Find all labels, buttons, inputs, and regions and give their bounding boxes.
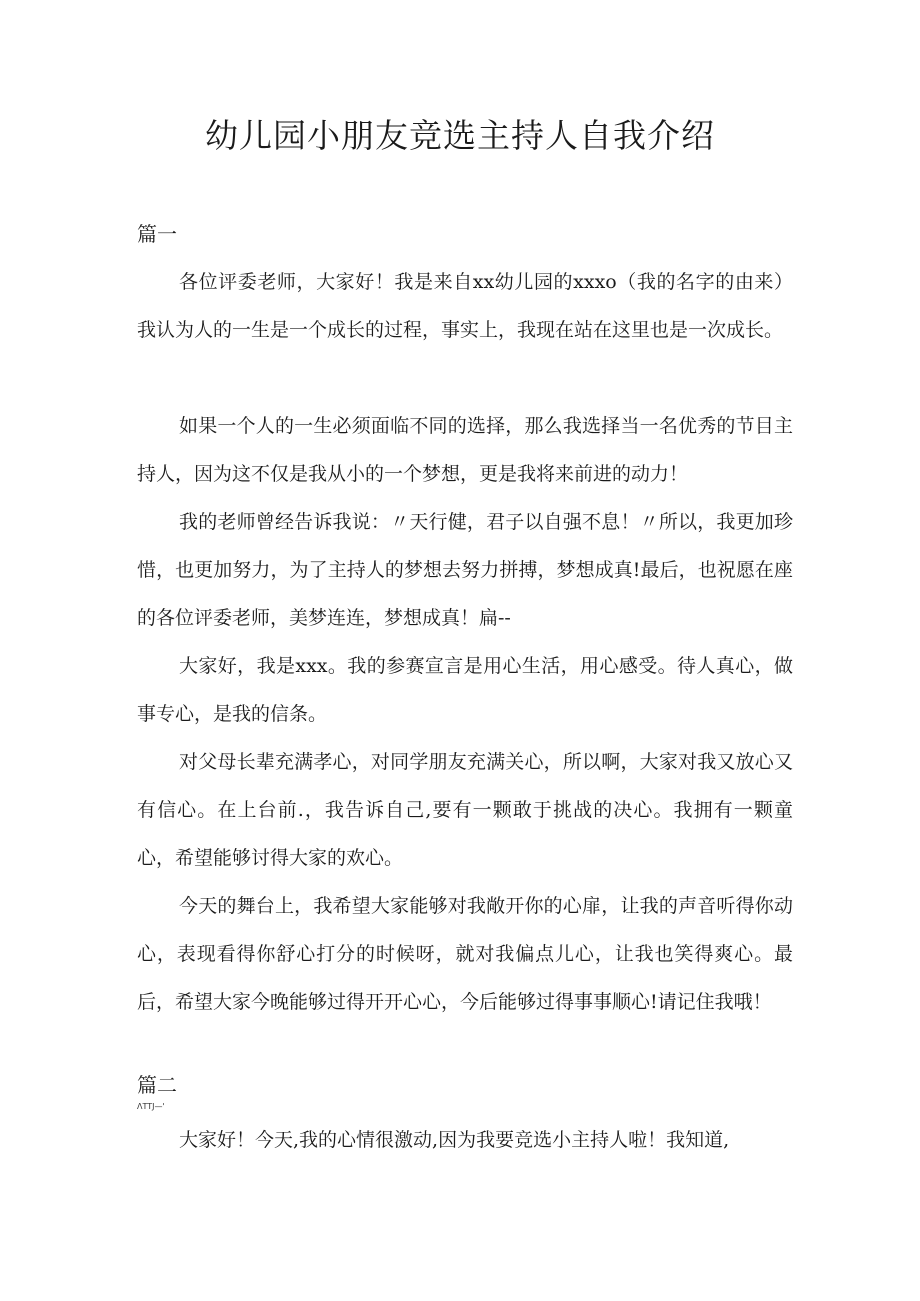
paragraph-7: 大家好！今天,我的心情很激动,因为我要竞选小主持人啦！我知道, [179,1129,730,1151]
document-title: 幼儿园小朋友竞选主持人自我介绍 [205,116,715,155]
section-mark: ΛTTJ—' [137,1102,165,1111]
paragraph-3: 我的老师曾经告诉我说：〃天行健，君子以自强不息！〃所以，我更加珍惜，也更加努力，为了主持人的梦想去努力拼搏，梦想成真!最后，也祝愿在座的各位评委老师，美梦连连，梦想成真！扁-- [137,511,793,629]
paragraph-1: 各位评委老师，大家好！我是来自xx幼儿园的xxxo（我的名字的由来）我认为人的一生是一个成长的过程，事实上，我现在站在这里也是一次成长。 [137,271,793,341]
paragraph-6: 今天的舞台上，我希望大家能够对我敞开你的心扉，让我的声音听得你动心，表现看得你舒心打分的时候呀，就对我偏点儿心，让我也笑得爽心。最后，希望大家今晚能够过得开开心心，今后能够过得事事顺心!请记住我哦！ [137,895,793,1013]
paragraph-5: 对父母长辈充满孝心，对同学朋友充满关心，所以啊，大家对我又放心又有信心。在上台前.，我告诉自己,要有一颗敢于挑战的决心。我拥有一颗童心，希望能够讨得大家的欢心。 [137,751,793,869]
paragraph-2: 如果一个人的一生必须面临不同的选择，那么我选择当一名优秀的节目主持人，因为这不仅是我从小的一个梦想，更是我将来前进的动力！ [137,415,793,485]
paragraph-4: 大家好，我是xxx。我的参赛宣言是用心生活，用心感受。待人真心，做事专心，是我的信条。 [137,655,793,725]
section-label-1: 篇一 [137,222,177,246]
section-label-3: 篇二 [137,1073,177,1097]
